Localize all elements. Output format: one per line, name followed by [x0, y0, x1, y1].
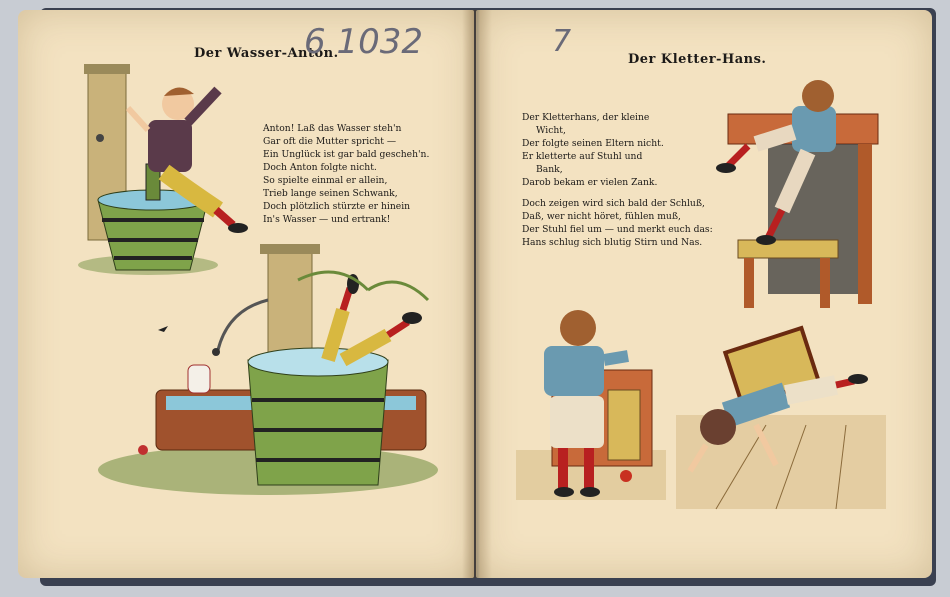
pencil-page-number: 7 [552, 24, 572, 59]
verse-line: Trieb lange seinen Schwank, [263, 188, 398, 199]
illustration-boy-climbing [708, 70, 888, 310]
book-gutter [462, 10, 492, 578]
verse-line: Doch plötzlich stürzte er hinein [263, 201, 411, 212]
illustration-boy-fallen-chair [676, 325, 896, 515]
verse-line: Er kletterte auf Stuhl und [522, 151, 643, 162]
verse-line: Gar oft die Mutter spricht — [263, 136, 397, 147]
verse-line: In's Wasser — und ertrank! [263, 214, 391, 225]
verse-line: Ein Unglück ist gar bald gescheh'n. [263, 149, 430, 160]
verse-line: Doch Anton folgte nicht. [263, 162, 377, 173]
verse-line: Der folgte seinen Eltern nicht. [522, 138, 664, 149]
left-verse [263, 122, 429, 226]
verse-line: Darob bekam er vielen Zank. [522, 177, 658, 188]
illustration-boy-falls-in-water [98, 240, 448, 500]
verse-line: Bank, [536, 164, 563, 175]
verse-line: Der Kletterhans, der kleine [522, 112, 650, 123]
verse-line: Wicht, [536, 125, 566, 136]
verse-line: Doch zeigen wird sich bald der Schluß, [522, 198, 705, 209]
illustration-boy-holding-head [516, 300, 666, 510]
verse-line: So spielte einmal er allein, [263, 175, 388, 186]
pencil-inventory-number: 6 1032 [304, 22, 423, 62]
right-page [476, 10, 932, 578]
left-page [18, 10, 474, 578]
right-verse-stanza-1 [522, 111, 664, 189]
verse-line: Hans schlug sich blutig Stirn und Nas. [522, 237, 703, 248]
verse-line: Daß, wer nicht höret, fühlen muß, [522, 211, 681, 222]
right-verse-stanza-2 [522, 197, 713, 249]
right-page-title: Der Kletter-Hans. [628, 52, 767, 67]
verse-line: Anton! Laß das Wasser steh'n [263, 123, 402, 134]
verse-line: Der Stuhl fiel um — und merkt euch das: [522, 224, 713, 235]
left-page-title: Der Wasser-Anton. [194, 46, 339, 61]
